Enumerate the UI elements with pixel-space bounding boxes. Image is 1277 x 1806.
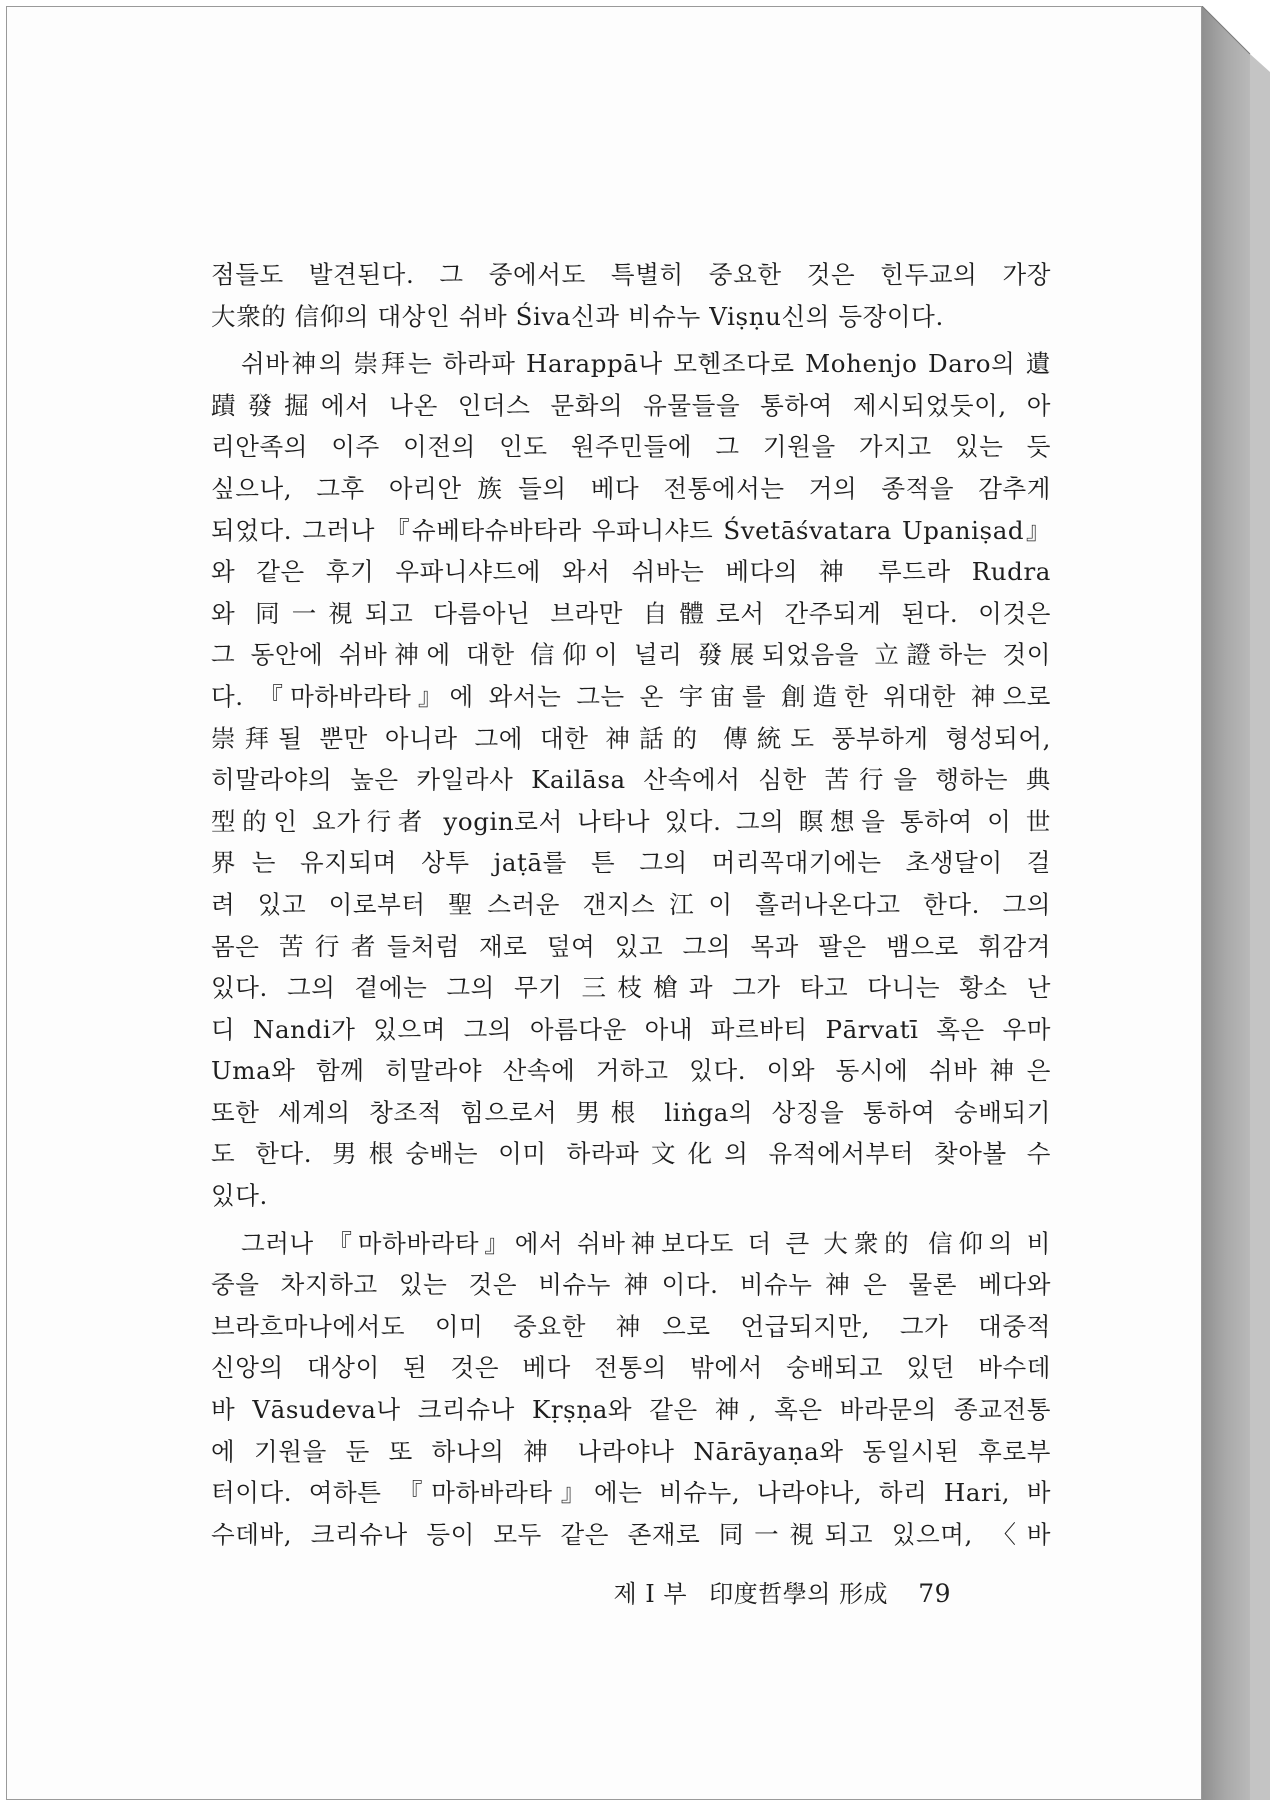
footer-title: 印度哲學의 形成: [709, 1580, 889, 1608]
text-line: 쉬바神의 崇拜는 하라파 Harappā나 모헨조다로 Mohenjo Daro의 遺: [241, 349, 1051, 379]
text-line: Uma와 함께 히말라야 산속에 거하고 있다. 이와 동시에 쉬바神은: [211, 1056, 1051, 1086]
text-line: 중을 차지하고 있는 것은 비슈누神이다. 비슈누神은 물론 베다와: [211, 1270, 1051, 1300]
text-line: 있다.: [211, 1181, 268, 1211]
text-line: 브라흐마나에서도 이미 중요한 神으로 언급되지만, 그가 대중적: [211, 1311, 1051, 1341]
text-line: 려 있고 이로부터 聖스러운 갠지스江이 흘러나온다고 한다. 그의: [211, 889, 1051, 919]
page-number: 79: [918, 1579, 951, 1608]
body-text: [211, 254, 1051, 1555]
text-line: 界는 유지되며 상투 jaṭā를 튼 그의 머리꼭대기에는 초생달이 걸: [211, 848, 1051, 878]
text-line: 와 같은 후기 우파니샤드에 와서 쉬바는 베다의 神 루드라 Rudra: [211, 557, 1051, 587]
text-line: 大衆的 信仰의 대상인 쉬바 Śiva신과 비슈누 Viṣṇu신의 등장이다.: [211, 301, 944, 331]
text-line: 또한 세계의 창조적 힘으로서 男根 liṅga의 상징을 통하여 숭배되기: [211, 1097, 1051, 1127]
text-line: 있다. 그의 곁에는 그의 무기 三枝槍과 그가 타고 다니는 황소 난: [211, 973, 1052, 1003]
page-footer: [613, 1574, 951, 1609]
text-line: 蹟發掘에서 나온 인더스 문화의 유물들을 통하여 제시되었듯이, 아: [211, 390, 1051, 420]
text-line: 디 Nandi가 있으며 그의 아름다운 아내 파르바티 Pārvatī 혹은 우마: [211, 1014, 1051, 1044]
text-line: 바 Vāsudeva나 크리슈나 Kṛṣṇa와 같은 神, 혹은 바라문의 종교전통: [211, 1395, 1051, 1425]
text-line: 터이다. 여하튼 『마하바라타』에는 비슈누, 나라야나, 하리 Hari, 바: [211, 1478, 1051, 1508]
text-line: 싶으나, 그후 아리안族들의 베다 전통에서는 거의 종적을 감추게: [211, 473, 1051, 503]
text-line: 도 한다. 男根숭배는 이미 하라파文化의 유적에서부터 찾아볼 수: [211, 1139, 1051, 1169]
text-line: 몸은 苦行者들처럼 재로 덮여 있고 그의 목과 팔은 뱀으로 휘감겨: [211, 931, 1051, 961]
text-line: 다. 『마하바라타』에 와서는 그는 온 宇宙를 創造한 위대한 神으로: [211, 681, 1051, 711]
text-line: 와 同一視되고 다름아닌 브라만 自體로서 간주되게 된다. 이것은: [211, 598, 1051, 628]
text-line: 신앙의 대상이 된 것은 베다 전통의 밖에서 숭배되고 있던 바수데: [211, 1353, 1051, 1383]
text-line: 그러나 『마하바라타』에서 쉬바神보다도 더 큰 大衆的 信仰의 비: [241, 1228, 1051, 1258]
book-page: [6, 6, 1202, 1800]
text-line: 되었다. 그러나 『슈베타슈바타라 우파니샤드 Śvetāśvatara Upaniṣad』: [211, 515, 1051, 545]
text-line: 崇拜될 뿐만 아니라 그에 대한 神話的 傳統도 풍부하게 형성되어,: [211, 723, 1051, 753]
text-line: 그 동안에 쉬바神에 대한 信仰이 널리 發展되었음을 立證하는 것이: [211, 640, 1051, 670]
text-line: 型的인 요가行者 yogin로서 나타나 있다. 그의 瞑想을 통하여 이 世: [211, 806, 1051, 836]
text-line: 수데바, 크리슈나 등이 모두 같은 존재로 同一視되고 있으며, 〈바: [211, 1519, 1051, 1549]
text-line: 리안족의 이주 이전의 인도 원주민들에 그 기원을 가지고 있는 듯: [211, 432, 1051, 462]
text-line: 히말라야의 높은 카일라사 Kailāsa 산속에서 심한 苦行을 행하는 典: [211, 765, 1051, 795]
footer-part: 제 I 부: [613, 1580, 688, 1608]
text-line: 점들도 발견된다. 그 중에서도 특별히 중요한 것은 힌두교의 가장: [211, 260, 1051, 289]
text-line: 에 기원을 둔 또 하나의 神 나라야나 Nārāyaṇa와 동일시된 후로부: [211, 1436, 1051, 1466]
book-spine-edge: [1202, 6, 1270, 1800]
